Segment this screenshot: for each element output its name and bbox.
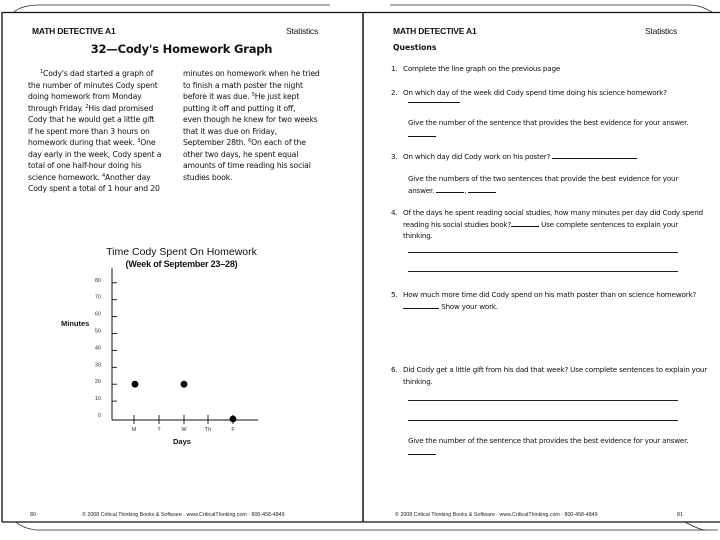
answer-blank-q3[interactable] xyxy=(552,151,637,159)
book-title: MATH DETECTIVE A1 xyxy=(32,26,116,36)
story-line: doing homework from Monday xyxy=(28,92,142,101)
question-2-followup: Give the number of the sentence that provides the best evidence for your answer. xyxy=(408,117,698,140)
chart-subtitle: (Week of September 23–28) xyxy=(125,259,238,269)
story-line: amounts of time reading his social xyxy=(183,161,311,170)
topic-label: Statistics xyxy=(645,26,678,36)
story-line: studies book. xyxy=(183,172,233,182)
story-line: other two days, he spent equal xyxy=(183,149,299,159)
x-tick-label: Th xyxy=(204,427,212,433)
x-tick-label: M xyxy=(131,427,137,433)
answer-line-q6-1[interactable] xyxy=(408,400,678,401)
story-line: the number of minutes Cody spent xyxy=(28,80,158,90)
right-page: MATH DETECTIVE A1 Statistics Questions 1. Complete the line graph on the previous page 2. On which day of the week did Cody spend time doing his science homework? Give the number of the sentence that provides the best evidence for your answer. 3. On which day did Cody work on his poster? Give the numbers of the two sentences that provide the best evidence for your answer. , 4. Of the days he spent reading social studies, how many minutes per day did Cody spend reading his social studies book? Use complete sentences to explain your thinking. 5. How much more time did Cody spend on his math poster than on science homework? Show your work. 6. Did Cody get a little gift from his dad that week? Use complete sentences to explain your thinking. Give the number of the sentence that provides the best evidence for your answer. © 2008 Critical Thinking Books & Software · www.CriticalThinking.com · 800-458-4849 81 xyxy=(391,26,708,518)
data-point[interactable] xyxy=(132,381,139,388)
story-line: through Friday. $^2$His dad promised xyxy=(28,103,154,113)
story-line: putting it off and putting it off, xyxy=(183,103,296,113)
answer-line-q4-1[interactable] xyxy=(408,252,678,253)
y-tick-label: 50 xyxy=(94,328,101,335)
answer-blank-q2[interactable] xyxy=(408,95,460,103)
story-line: science homework. $^4$Another day xyxy=(28,172,151,182)
copyright-footer: © 2008 Critical Thinking Books & Software · www.CriticalThinking.com · 800-458-4849 xyxy=(395,512,598,518)
story-line: if he spent more than 3 hours on xyxy=(28,126,150,136)
y-tick-label: 80 xyxy=(94,277,101,284)
story-line: day early in the week, Cody spent a xyxy=(28,149,162,159)
story-line: Cody spent a total of 1 hour and 20 xyxy=(28,184,160,193)
chart-y-axis-label: Minutes xyxy=(61,319,90,328)
y-tick-label: 40 xyxy=(94,345,101,352)
story-line: to finish a math poster the night xyxy=(183,80,303,90)
y-tick-label: 0 xyxy=(97,413,101,419)
answer-blank-q5[interactable] xyxy=(403,301,439,309)
answer-blank-q4[interactable] xyxy=(511,219,539,227)
data-point[interactable] xyxy=(181,381,188,388)
y-tick-label: 60 xyxy=(94,311,101,318)
chart-title: Time Cody Spent On Homework xyxy=(106,246,257,258)
story-line: before it was due. $^5$He just kept xyxy=(183,92,300,101)
y-tick-label: 30 xyxy=(94,362,101,369)
x-tick-label: T xyxy=(157,427,161,433)
page-number: 81 xyxy=(677,512,683,518)
chart-x-axis-label: Days xyxy=(173,437,191,446)
story-line: that it was due on Friday, xyxy=(183,126,277,136)
story-line: Cody that he would get a little gift xyxy=(28,115,155,124)
story-line: even though he knew for two weeks xyxy=(183,115,318,124)
page-title: 32—Cody's Homework Graph xyxy=(90,42,273,56)
y-tick-label: 20 xyxy=(94,379,101,386)
x-tick-label: F xyxy=(231,427,235,433)
questions-heading: Questions xyxy=(393,43,437,52)
data-point[interactable] xyxy=(230,416,237,423)
x-tick-label: W xyxy=(181,427,187,433)
copyright-footer: © 2008 Critical Thinking Books & Software · www.CriticalThinking.com · 800-458-4849 xyxy=(82,512,285,518)
y-tick-label: 70 xyxy=(94,294,101,301)
answer-blank-q3-sentence-b[interactable] xyxy=(468,185,496,193)
answer-blank-q3-sentence-a[interactable] xyxy=(436,185,464,193)
story-line: $^1$Cody's dad started a graph of xyxy=(40,69,154,78)
story-line: homework during that week. $^3$One xyxy=(28,138,156,147)
answer-line-q4-2[interactable] xyxy=(408,271,678,272)
page-number: 80 xyxy=(30,512,36,518)
book-title: MATH DETECTIVE A1 xyxy=(393,26,477,36)
answer-blank-q6-sentence[interactable] xyxy=(408,447,436,455)
y-tick-label: 10 xyxy=(94,396,101,403)
story-line: September 28th. $^6$On each of the xyxy=(183,138,306,147)
story-line: total of one half-hour doing his xyxy=(28,161,142,170)
answer-blank-q2-sentence[interactable] xyxy=(408,129,436,137)
story-line: minutes on homework when he tried xyxy=(183,69,320,78)
question-6-followup: Give the number of the sentence that provides the best evidence for your answer. xyxy=(408,435,698,458)
question-3-followup: Give the numbers of the two sentences that provide the best evidence for your answer. , xyxy=(408,174,679,195)
answer-line-q6-2[interactable] xyxy=(408,420,678,421)
topic-label: Statistics xyxy=(286,26,319,36)
